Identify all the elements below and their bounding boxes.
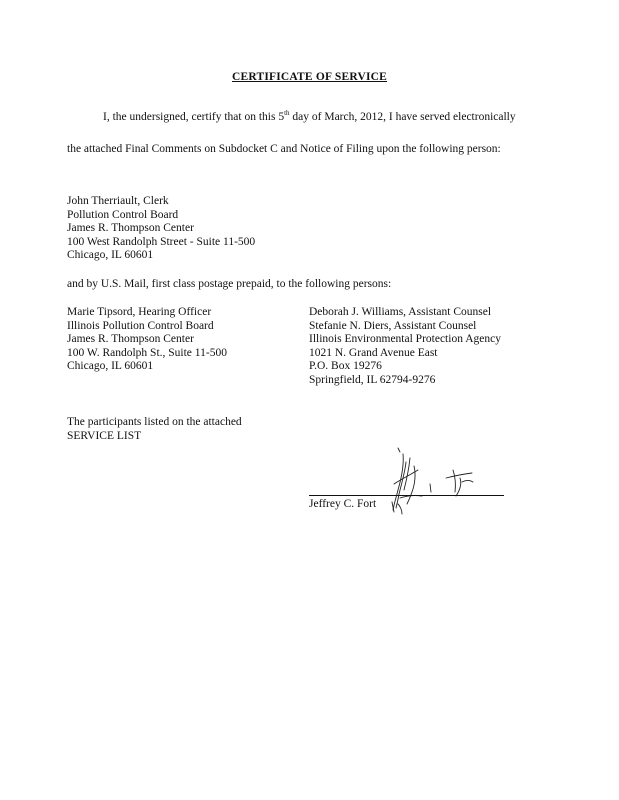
- address-line: James R. Thompson Center: [67, 222, 194, 234]
- address-line: John Therriault, Clerk: [67, 195, 169, 207]
- agency-address-block: [309, 306, 501, 387]
- participants-note: [67, 416, 242, 443]
- address-line: 100 W. Randolph St., Suite 11-500: [67, 346, 227, 359]
- participants-line: SERVICE LIST: [67, 429, 142, 442]
- mail-service-note: and by U.S. Mail, first class postage prepaid, to the following persons:: [67, 278, 392, 290]
- address-line: Illinois Environmental Protection Agency: [309, 333, 501, 345]
- certification-text-end: day of March, 2012, I have served electronically: [289, 111, 516, 123]
- hearing-officer-address-block: [67, 306, 227, 374]
- address-line: Chicago, IL 60601: [67, 249, 154, 261]
- address-line: James R. Thompson Center: [67, 333, 194, 345]
- participants-line: The participants listed on the attached: [67, 416, 242, 428]
- signatory-name: Jeffrey C. Fort: [309, 498, 377, 510]
- address-line: Chicago, IL 60601: [67, 360, 154, 372]
- certification-line-2: the attached Final Comments on Subdocket C and Notice of Filing upon the following person:: [67, 143, 501, 155]
- address-line: Stefanie N. Diers, Assistant Counsel: [309, 319, 477, 332]
- certification-text-start: I, the undersigned, certify that on this 5: [103, 111, 285, 123]
- address-line: Deborah J. Williams, Assistant Counsel: [309, 306, 492, 318]
- address-line: 1021 N. Grand Avenue East: [309, 346, 438, 359]
- document-title: CERTIFICATE OF SERVICE: [231, 71, 388, 83]
- address-line: 100 West Randolph Street - Suite 11-500: [67, 235, 256, 248]
- certification-line-1: [103, 111, 516, 125]
- address-line: Pollution Control Board: [67, 208, 179, 221]
- address-line: Springfield, IL 62794-9276: [309, 373, 436, 386]
- signature-line: [309, 495, 504, 496]
- day-ordinal-suffix: th: [284, 109, 290, 118]
- clerk-address-block: [67, 195, 255, 263]
- address-line: Illinois Pollution Control Board: [67, 319, 214, 332]
- address-line: Marie Tipsord, Hearing Officer: [67, 306, 212, 318]
- address-line: P.O. Box 19276: [309, 360, 382, 372]
